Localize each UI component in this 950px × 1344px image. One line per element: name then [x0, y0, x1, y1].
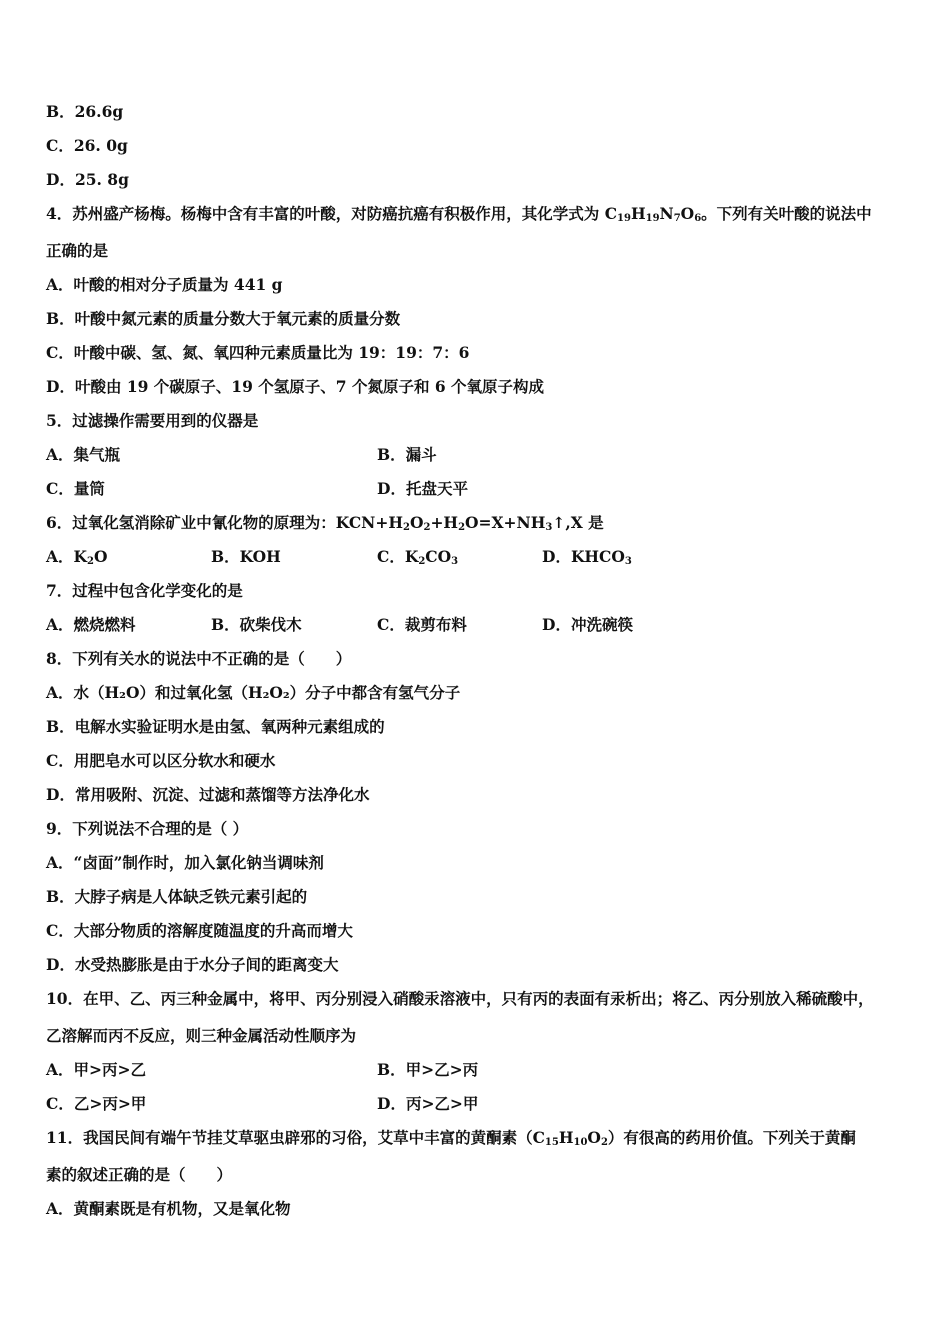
folic-acid-formula: $C_{19}H_{19}N_7O_6$ — [604, 204, 702, 224]
q9-option-b: B．大脖子病是人体缺乏铁元素引起的 — [46, 887, 308, 906]
q5-option-b: B．漏斗 — [377, 445, 437, 464]
q4-stem-cont: 正确的是 — [46, 241, 109, 260]
q9-option-a: A．“卤面”制作时，加入氯化钠当调味剂 — [46, 853, 324, 872]
q11-option-a: A．黄酮素既是有机物，又是氧化物 — [46, 1199, 291, 1218]
q10-row1 — [46, 1060, 479, 1080]
q10-stem: 10．在甲、乙、丙三种金属中，将甲、丙分别浸入硝酸汞溶液中，只有丙的表面有汞析出；将乙、丙分别放入稀硫酸中， — [46, 989, 874, 1008]
q10-stem-cont: 乙溶解而丙不反应，则三种金属活动性顺序为 — [46, 1026, 357, 1045]
q6-option-b: B．KOH — [211, 547, 281, 566]
q5-option-d: D．托盘天平 — [377, 479, 468, 498]
q10-row2 — [46, 1094, 479, 1114]
q4-stem: 4．苏州盛产杨梅。杨梅中含有丰富的叶酸，对防癌抗癌有积极作用，其化学式为 $C_{19}H_{19}N_7O_6$。下列有关叶酸的说法中 — [46, 204, 872, 224]
q3-option-c: C．26. 0g — [46, 136, 128, 155]
q3-option-b: B．26.6g — [46, 102, 124, 121]
q4-option-b: B．叶酸中氮元素的质量分数大于氧元素的质量分数 — [46, 309, 401, 328]
q8-option-d: D．常用吸附、沉淀、过滤和蒸馏等方法净化水 — [46, 785, 370, 804]
q4-option-c: C．叶酸中碳、氢、氮、氧四种元素质量比为 19：19：7：6 — [46, 343, 470, 362]
q8-option-a: A．水（H₂O）和过氧化氢（H₂O₂）分子中都含有氢气分子 — [46, 683, 461, 702]
q7-option-c: C．裁剪布料 — [377, 615, 467, 634]
q5-row2 — [46, 479, 468, 499]
q7-option-d: D．冲洗碗筷 — [542, 615, 633, 634]
q7-stem: 7．过程中包含化学变化的是 — [46, 581, 243, 600]
q6-option-d: D．$KHCO_3$ — [542, 547, 632, 567]
q5-stem: 5．过滤操作需要用到的仪器是 — [46, 411, 259, 430]
q4-option-a: A．叶酸的相对分子质量为 441 g — [46, 275, 283, 294]
q4-option-d: D．叶酸由 19 个碳原子、19 个氢原子、7 个氮原子和 6 个氧原子构成 — [46, 377, 545, 396]
q5-row1 — [46, 445, 437, 465]
q6-option-a: A．$K_2O$ — [46, 547, 108, 567]
q8-option-c: C．用肥皂水可以区分软水和硬水 — [46, 751, 276, 770]
q9-stem: 9．下列说法不合理的是（ ） — [46, 819, 249, 838]
q6-options — [46, 547, 632, 567]
q5-option-c: C．量筒 — [46, 479, 105, 498]
q11-stem-cont: 素的叙述正确的是（ ） — [46, 1165, 233, 1184]
q10-option-d: D．丙>乙>甲 — [377, 1094, 479, 1113]
q10-option-c: C．乙>丙>甲 — [46, 1094, 147, 1113]
q5-option-a: A．集气瓶 — [46, 445, 121, 464]
q6-stem: 6．过氧化氢消除矿业中氰化物的原理为：$KCN+H_2O_2+H_2O=X+NH_3↑,X$ 是 — [46, 513, 604, 533]
q7-option-b: B．砍柴伐木 — [211, 615, 302, 634]
q11-stem: 11．我国民间有端午节挂艾草驱虫辟邪的习俗，艾草中丰富的黄酮素$(C_{15}H_{10}O_2)$有很高的药用价值。下列关于黄酮 — [46, 1128, 856, 1148]
q3-option-d: D．25. 8g — [46, 170, 129, 189]
q10-option-a: A．甲>丙>乙 — [46, 1060, 147, 1079]
q7-option-a: A．燃烧燃料 — [46, 615, 136, 634]
q7-options — [46, 615, 633, 635]
q10-option-b: B．甲>乙>丙 — [377, 1060, 479, 1079]
q9-option-d: D．水受热膨胀是由于水分子间的距离变大 — [46, 955, 339, 974]
q6-option-c: C．$K_2CO_3$ — [377, 547, 459, 567]
q8-stem: 8．下列有关水的说法中不正确的是（ ） — [46, 649, 352, 668]
q8-option-b: B．电解水实验证明水是由氢、氧两种元素组成的 — [46, 717, 385, 736]
q9-option-c: C．大部分物质的溶解度随温度的升高而增大 — [46, 921, 353, 940]
